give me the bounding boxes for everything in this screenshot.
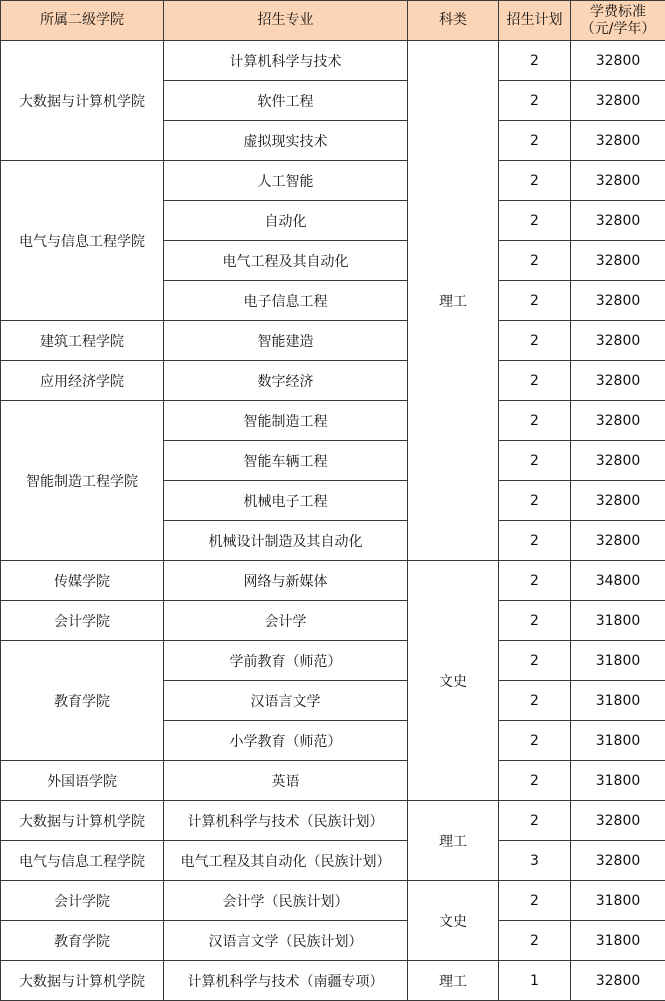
major-cell: 机械电子工程 (164, 481, 408, 521)
college-cell: 电气与信息工程学院 (1, 841, 164, 881)
fee-cell: 31800 (571, 721, 665, 761)
header-major: 招生专业 (164, 1, 408, 41)
college-cell: 建筑工程学院 (1, 321, 164, 361)
plan-cell: 2 (499, 761, 571, 801)
header-fee (571, 1, 665, 41)
plan-cell: 2 (499, 681, 571, 721)
college-cell: 电气与信息工程学院 (1, 161, 164, 321)
fee-cell: 32800 (571, 481, 665, 521)
plan-cell: 2 (499, 481, 571, 521)
fee-cell: 32800 (571, 961, 665, 1001)
fee-cell: 32800 (571, 241, 665, 281)
fee-cell: 32800 (571, 281, 665, 321)
college-cell: 会计学院 (1, 881, 164, 921)
major-cell: 智能车辆工程 (164, 441, 408, 481)
header-row (1, 1, 665, 41)
major-cell: 电气工程及其自动化 (164, 241, 408, 281)
category-cell: 文史 (408, 881, 499, 961)
plan-cell: 2 (499, 121, 571, 161)
plan-cell: 2 (499, 321, 571, 361)
major-cell: 计算机科学与技术 (164, 41, 408, 81)
table-row (1, 801, 665, 841)
plan-cell: 2 (499, 361, 571, 401)
fee-cell: 31800 (571, 881, 665, 921)
major-cell: 虚拟现实技术 (164, 121, 408, 161)
plan-cell: 2 (499, 561, 571, 601)
plan-cell: 1 (499, 961, 571, 1001)
fee-cell: 31800 (571, 681, 665, 721)
college-cell: 教育学院 (1, 641, 164, 761)
fee-cell: 34800 (571, 561, 665, 601)
major-cell: 人工智能 (164, 161, 408, 201)
major-cell: 会计学（民族计划） (164, 881, 408, 921)
table-row (1, 561, 665, 601)
plan-cell: 2 (499, 281, 571, 321)
plan-cell: 2 (499, 521, 571, 561)
plan-cell: 2 (499, 201, 571, 241)
college-cell: 传媒学院 (1, 561, 164, 601)
major-cell: 计算机科学与技术（南疆专项） (164, 961, 408, 1001)
category-cell: 文史 (408, 561, 499, 801)
fee-cell: 32800 (571, 81, 665, 121)
plan-cell: 2 (499, 161, 571, 201)
plan-cell: 2 (499, 401, 571, 441)
college-cell: 应用经济学院 (1, 361, 164, 401)
plan-cell: 2 (499, 801, 571, 841)
major-cell: 数字经济 (164, 361, 408, 401)
major-cell: 会计学 (164, 601, 408, 641)
header-fee-line1: 学费标准 (590, 3, 646, 20)
plan-cell: 3 (499, 841, 571, 881)
fee-cell: 32800 (571, 841, 665, 881)
plan-cell: 2 (499, 41, 571, 81)
major-cell: 英语 (164, 761, 408, 801)
fee-cell: 32800 (571, 401, 665, 441)
table-row (1, 641, 665, 681)
header-category: 科类 (408, 1, 499, 41)
plan-cell: 2 (499, 921, 571, 961)
college-cell: 外国语学院 (1, 761, 164, 801)
category-cell: 理工 (408, 41, 499, 561)
table-row (1, 401, 665, 441)
fee-cell: 32800 (571, 321, 665, 361)
table-row (1, 321, 665, 361)
plan-cell: 2 (499, 881, 571, 921)
header-college: 所属二级学院 (1, 1, 164, 41)
table-row (1, 841, 665, 881)
fee-cell: 32800 (571, 441, 665, 481)
plan-cell: 2 (499, 81, 571, 121)
college-cell: 智能制造工程学院 (1, 401, 164, 561)
fee-cell: 31800 (571, 921, 665, 961)
table-row (1, 881, 665, 921)
plan-cell: 2 (499, 721, 571, 761)
major-cell: 汉语言文学（民族计划） (164, 921, 408, 961)
fee-cell: 32800 (571, 201, 665, 241)
header-fee-line2: （元/学年） (580, 20, 656, 37)
major-cell: 汉语言文学 (164, 681, 408, 721)
college-cell: 大数据与计算机学院 (1, 961, 164, 1001)
fee-cell: 32800 (571, 121, 665, 161)
fee-cell: 32800 (571, 361, 665, 401)
college-cell: 大数据与计算机学院 (1, 41, 164, 161)
major-cell: 小学教育（师范） (164, 721, 408, 761)
plan-cell: 2 (499, 641, 571, 681)
table-row (1, 161, 665, 201)
major-cell: 学前教育（师范） (164, 641, 408, 681)
category-cell: 理工 (408, 801, 499, 881)
table-row (1, 41, 665, 81)
header-plan: 招生计划 (499, 1, 571, 41)
fee-cell: 32800 (571, 521, 665, 561)
table-row (1, 361, 665, 401)
plan-cell: 2 (499, 441, 571, 481)
college-cell: 教育学院 (1, 921, 164, 961)
plan-cell: 2 (499, 241, 571, 281)
college-cell: 大数据与计算机学院 (1, 801, 164, 841)
table-row (1, 961, 665, 1001)
table-row (1, 761, 665, 801)
fee-cell: 32800 (571, 801, 665, 841)
major-cell: 网络与新媒体 (164, 561, 408, 601)
fee-cell: 31800 (571, 761, 665, 801)
fee-cell: 32800 (571, 41, 665, 81)
fee-cell: 32800 (571, 161, 665, 201)
major-cell: 软件工程 (164, 81, 408, 121)
category-cell: 理工 (408, 961, 499, 1001)
college-cell: 会计学院 (1, 601, 164, 641)
major-cell: 电气工程及其自动化（民族计划） (164, 841, 408, 881)
plan-cell: 2 (499, 601, 571, 641)
table-row (1, 921, 665, 961)
major-cell: 机械设计制造及其自动化 (164, 521, 408, 561)
major-cell: 智能制造工程 (164, 401, 408, 441)
major-cell: 自动化 (164, 201, 408, 241)
table-row (1, 601, 665, 641)
fee-cell: 31800 (571, 601, 665, 641)
major-cell: 智能建造 (164, 321, 408, 361)
major-cell: 计算机科学与技术（民族计划） (164, 801, 408, 841)
fee-cell: 31800 (571, 641, 665, 681)
major-cell: 电子信息工程 (164, 281, 408, 321)
